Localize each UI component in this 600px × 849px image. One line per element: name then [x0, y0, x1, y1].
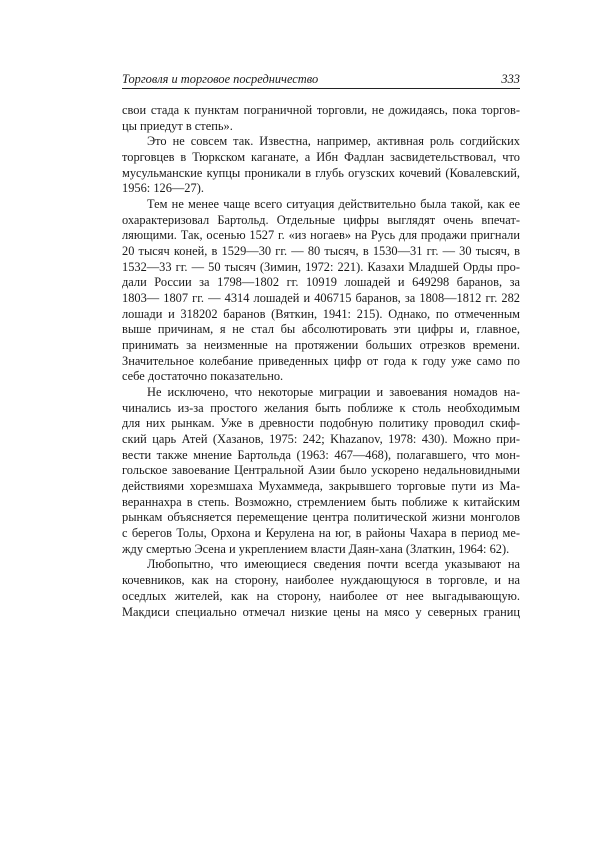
text-line: Не исключено, что некоторые миграции и завоевания номадов на- [147, 385, 520, 400]
paragraph [122, 557, 520, 620]
running-header [122, 72, 520, 89]
text-line: лошади и 318202 баранов (Вяткин, 1941: 215). Однако, по отмеченным [122, 306, 520, 321]
body-text [122, 103, 520, 620]
text-line: торговцев в Тюркском каганате, а Ибн Фадлан засвидетельствовал, что [122, 150, 520, 165]
text-line: дали России за 1798—1802 гг. 10919 лошадей и 649298 баранов, за [122, 275, 520, 290]
text-line: мусульманские купцы проникали в глубь огузских кочевий (Ковалевский, [122, 165, 520, 180]
text-line: вести также мнение Бартольда (1963: 467—468), полагавшего, что мон- [122, 447, 520, 462]
text-line: 1956: 126—27). [122, 181, 204, 196]
text-line: Это не совсем так. Известна, например, активная роль согдийских [147, 134, 520, 149]
text-line: Любопытно, что имеющиеся сведения почти всегда указывают на [147, 557, 520, 572]
page-number: 333 [501, 72, 520, 86]
text-line: чинались из-за простого желания быть поближе к столь необходимым [122, 400, 520, 415]
text-line: выше причинам, я не стал бы абсолютировать эти цифры и, главное, [122, 322, 520, 337]
text-line: принимать за неизменные на протяжении больших отрезков времени. [122, 338, 520, 353]
text-line: оседлых жителей, как на сторону, наиболее от нее выгадывающую. [122, 588, 520, 603]
text-line: ский царь Атей (Хазанов, 1975: 242; Khazanov, 1978: 430). Можно при- [122, 432, 520, 447]
text-line: рынкам объясняется перемещение центра политической жизни монголов [122, 510, 520, 525]
text-line: Макдиси специально отмечал низкие цены на мясо у северных границ [122, 604, 520, 619]
text-line: жду смертью Эсена и укреплением власти Даян-хана (Златкин, 1964: 62). [122, 541, 510, 556]
text-line: 1532—33 гг. — 50 тысяч (Зимин, 1972: 221). Казахи Младшей Орды про- [122, 259, 520, 274]
text-line: Значительное колебание приведенных цифр от года к году уже само по [122, 353, 520, 368]
text-line: Тем не менее чаще всего ситуация действительно была такой, как ее [147, 197, 520, 212]
text-line: с берегов Толы, Орхона и Керулена на юг, в районы Чахара в период ме- [122, 526, 520, 541]
paragraph [122, 385, 520, 557]
text-line: 1803— 1807 гг. — 4314 лошадей и 406715 баранов, за 1808—1812 гг. 282 [122, 291, 520, 306]
text-line: кочевников, как на сторону, наиболее нуждающуюся в торговле, и на [122, 573, 520, 588]
text-line: 20 тысяч коней, в 1529—30 гг. — 80 тысяч, в 1530—31 гг. — 30 тысяч, в [122, 244, 520, 259]
text-line: гольское завоевание Центральной Азии было ускорено недальновидными [122, 463, 520, 478]
paragraph-continuation [122, 103, 520, 134]
text-line: вераннахра в степь. Возможно, стремлением быть поближе к китайским [122, 494, 520, 509]
text-line: себе достаточно показательно. [122, 369, 284, 384]
text-line: для них рынкам. Уже в древности подобную политику проводил скиф- [122, 416, 520, 431]
text-line: охарактеризовал Бартольд. Отдельные цифры выглядят очень впечат- [122, 212, 520, 227]
paragraph [122, 134, 520, 197]
paragraph [122, 197, 520, 385]
running-header-section-title: Торговля и торговое посредничество [122, 72, 319, 86]
text-line: действиями хорезмшаха Мухаммеда, закрывшего торговые пути из Ма- [122, 479, 520, 494]
text-line: цы приедут в степь». [122, 118, 233, 133]
text-line: ляющими. Так, осенью 1527 г. «из ногаев» на Русь для продажи пригнали [122, 228, 520, 243]
text-line: свои стада к пунктам пограничной торговли, не дожидаясь, пока торгов- [122, 103, 520, 117]
